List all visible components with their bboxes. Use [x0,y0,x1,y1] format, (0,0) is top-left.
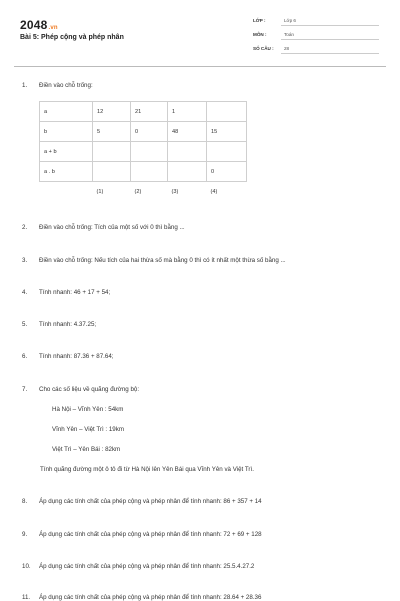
question-text: Áp dụng các tính chất của phép cộng và phép nhân để tính nhanh: 72 + 69 + 128 [39,531,262,538]
table-cell: 21 [131,102,168,122]
table-row [40,142,247,162]
distance-item: Hà Nội – Vĩnh Yên : 54km [52,406,124,413]
question-7-task: Tính quãng đường một ô tô đi từ Hà Nội lên Yên Bái qua Vĩnh Yên và Việt Trì. [40,466,254,473]
table-row [40,162,247,182]
question-text: Cho các số liệu về quãng đường bộ: [39,386,140,393]
question-text: Áp dụng các tính chất của phép cộng và phép nhân để tính nhanh: 28.64 + 28.36 [39,594,262,601]
meta-underline [281,53,379,54]
question-number: 7. [22,386,28,393]
table-cell: 0 [207,162,247,182]
table-cell: a + b [40,142,93,162]
table-cell: b [40,122,93,142]
table-cell [168,162,207,182]
table-cell: 1 [168,102,207,122]
table-cell: a [40,102,93,122]
distance-item: Vĩnh Yên – Việt Trì : 19km [52,426,124,433]
table-cell: (2) [134,188,142,195]
question-text: Áp dụng các tính chất của phép cộng và phép nhân để tính nhanh: 86 + 357 + 14 [39,498,262,505]
logo-suffix: .vn [48,25,58,31]
table-cell [168,142,207,162]
table-cell: 0 [131,122,168,142]
table-row [40,122,247,142]
table-cell [207,102,247,122]
meta-subject-value: Toán [284,32,294,37]
table-cell [40,182,93,202]
table-cell: 12 [93,102,131,122]
meta-underline [281,25,379,26]
question-number: 3. [22,257,28,264]
meta-class-key: LỚP : [253,18,266,23]
logo-main: 2048 [20,18,48,32]
meta-count-key: SỐ CÂU : [253,46,274,51]
question-number: 9. [22,531,28,538]
meta-subject-key: MÔN : [253,32,267,37]
question-text: Điền vào chỗ trống: Tích của một số với 0 thì bằng ... [39,224,185,231]
question-text: Áp dụng các tính chất của phép cộng và phép nhân để tính nhanh: 25.5.4.27.2 [39,563,255,570]
question-number: 2. [22,224,28,231]
table-cell: 48 [168,122,207,142]
table-row [40,182,247,202]
question-number: 10. [22,563,31,570]
header-divider [14,66,386,67]
table-cell [93,162,131,182]
question-text: Tính nhanh: 87.36 + 87.64; [39,353,114,360]
table-cell: (4) [210,188,218,195]
site-logo[interactable] [20,18,58,32]
table-cell: 15 [207,122,247,142]
table-cell [93,142,131,162]
meta-count-value: 28 [284,46,290,51]
question-text: Tính nhanh: 4.37.25; [39,321,97,328]
lesson-title: Bài 5: Phép cộng và phép nhân [20,34,124,41]
table-cell: a . b [40,162,93,182]
meta-class-value: Lớp 6 [284,18,296,23]
table-cell [207,142,247,162]
table-cell [131,162,168,182]
question-text: Điền vào chỗ trống: Nếu tích của hai thừa số mà bằng 0 thì có ít nhất một thừa số bằng ... [39,257,286,264]
question-number: 6. [22,353,28,360]
question-text: Điền vào chỗ trống: [39,82,93,89]
question-number: 1. [22,82,28,89]
fill-in-table [39,101,247,201]
question-number: 8. [22,498,28,505]
meta-underline [281,39,379,40]
table-cell [131,142,168,162]
table-cell: (3) [171,188,179,195]
distance-item: Việt Trì – Yên Bái : 82km [52,446,121,453]
table-cell: 5 [93,122,131,142]
question-number: 4. [22,289,28,296]
question-number: 11. [22,594,31,601]
table-cell: (1) [96,188,104,195]
table-row [40,102,247,122]
question-number: 5. [22,321,28,328]
worksheet-header [0,0,400,68]
question-text: Tính nhanh: 46 + 17 + 54; [39,289,111,296]
